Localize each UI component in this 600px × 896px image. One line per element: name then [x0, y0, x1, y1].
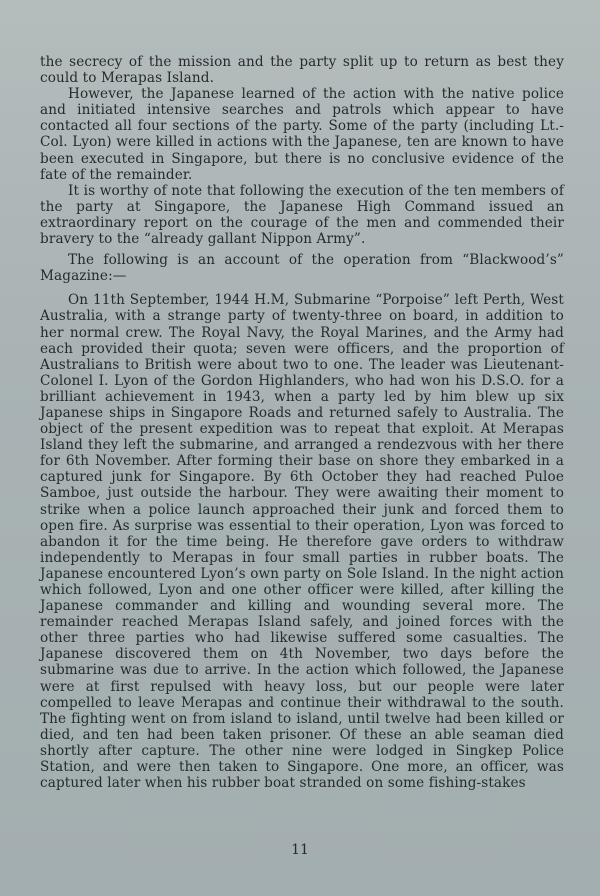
page-number: 11 [291, 842, 309, 858]
body-text [40, 54, 564, 791]
paragraph-blackwoods-intro: The following is an account of the operation from “Blackwood’s” Magazine:— [40, 252, 564, 285]
paragraph-high-command-report: It is worthy of note that following the execution of the ten members of the party at Singapore, the Japanese High Command issued an extraordinary report on the courage of the men and commended their bravery to the “already gallant Nippon Army”. [40, 182, 564, 248]
paragraph-operation-account: On 11th September, 1944 H.M, Submarine “Porpoise” left Perth, West Australia, with a strange party of twenty-three on board, in addition to her normal crew. The Royal Navy, the Royal Marines, and the Army had each provided their quota; seven were officers, and the proportion of Australians to British were about two to one. The leader was Lieutenant-Colonel I. Lyon of the Gordon Highlanders, who had won his D.S.O. for a brilliant achievement in 1943, when a party led by him blew up six Japanese ships in Singapore Roads and returned safely to Australia. The object of the present expedition was to repeat that exploit. At Merapas Island they left the submarine, and arranged a rendezvous with her there for 6th November. After forming their base on shore they embarked in a captured junk for Singapore. By 6th October they had reached Puloe Samboe, just outside the harbour. They were awaiting their moment to strike when a police launch approached their junk and forced them to open fire. As surprise was essential to their operation, Lyon was forced to abandon it for the time being. He therefore gave orders to withdraw independently to Merapas in four small parties in rubber boats. The Japanese encountered Lyon’s own party on Sole Island. In the night action which followed, Lyon and one other officer were killed, after killing the Japanese commander and killing and wounding several more. The remainder reached Merapas Island safely, and joined forces with the other three parties who had likewise suffered some casualties. The Japanese discovered them on 4th November, two days before the submarine was due to arrive. In the action which followed, the Japanese were at first repulsed with heavy loss, but our people were later compelled to leave Merapas and continue their withdrawal to the south. The fighting went on from island to island, until twelve had been killed or died, and ten had been taken prisoner. Of these an able seaman died shortly after capture. The other nine were lodged in Singkep Police Station, and were then taken to Singapore. One more, an officer, was captured later when his rubber boat stranded on some fishing-stakes [40, 292, 564, 792]
paragraph-japanese-searches: However, the Japanese learned of the action with the native police and initiated intensive searches and patrols which appear to have contacted all four sections of the party. Some of the party (including Lt.-Col. Lyon) were killed in actions with the Japanese, ten are known to have been executed in Singapore, but there is no conclusive evidence of the fate of the remainder. [40, 86, 564, 183]
paragraph-continuation: the secrecy of the mission and the party split up to return as best they could to Merapas Island. [40, 54, 564, 87]
